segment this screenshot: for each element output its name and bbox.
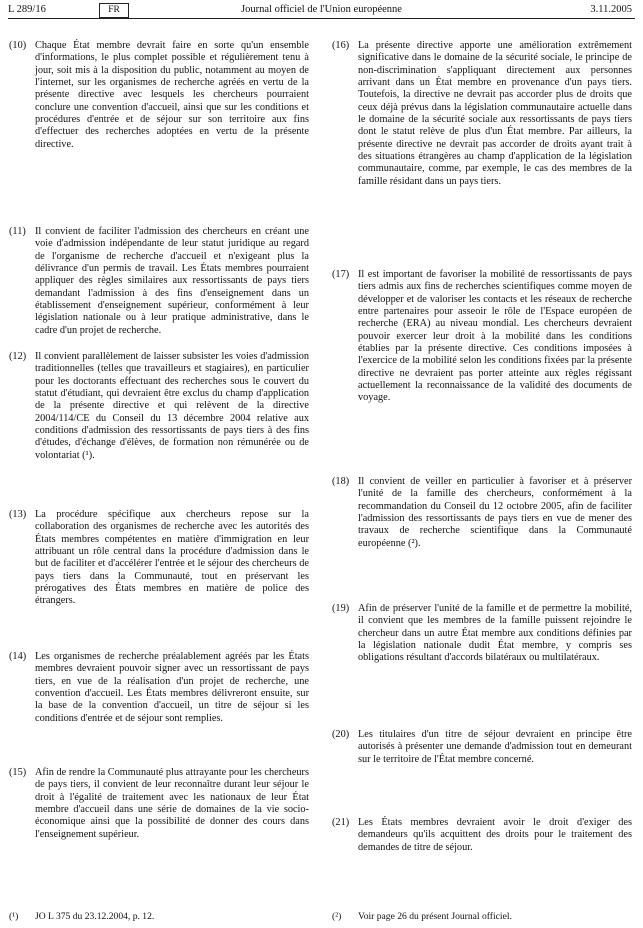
recital-18 xyxy=(332,476,632,550)
recital-text: Les titulaires d'un titre de séjour devraient en principe être autorisés à présenter une demande d'admission tout en demeurant sur le territoire de l'État membre concerné. xyxy=(358,729,632,765)
recital-16 xyxy=(332,40,632,188)
footnote-number: (¹) xyxy=(9,911,19,922)
recital-number: (15) xyxy=(9,767,27,778)
recital-19 xyxy=(332,603,632,665)
recital-text: Il convient de faciliter l'admission des chercheurs en créant une voie d'admission indépendante de leur statut juridique au regard de l'organisme de recherche d'accueil et n'exigeant plus la délivrance d'un permis de travail. Les États membres pourraient appliquer des règles similaires aux ressortissants de pays tiers demandant l'admission à des fins d'enseignement dans un établissement d'enseignement supérieur, conformément à leur législation nationale ou à leur pratique administrative, dans le cadre d'un projet de recherche. xyxy=(35,226,309,336)
page-reference: L 289/16 xyxy=(8,4,46,15)
recital-12 xyxy=(9,351,309,462)
footnote-text: Voir page 26 du présent Journal officiel. xyxy=(358,911,512,922)
recital-number: (16) xyxy=(332,40,350,51)
recital-17 xyxy=(332,269,632,405)
recital-number: (11) xyxy=(9,226,26,237)
recital-number: (13) xyxy=(9,509,27,520)
recital-14 xyxy=(9,651,309,725)
recital-10 xyxy=(9,40,309,151)
recital-number: (18) xyxy=(332,476,350,487)
recital-text: La procédure spécifique aux chercheurs repose sur la collaboration des organismes de recherche avec les autorités des États membres compétentes en matière d'immigration en leur attribuant un rôle central dans la procédure d'admission dans le but de faciliter et d'accélérer l'entrée et le séjour des chercheurs de pays tiers dans la Communauté, tout en préservant les prérogatives des États membres en matière de police des étrangers. xyxy=(35,509,309,607)
recital-11 xyxy=(9,226,309,337)
footnote-number: (²) xyxy=(332,911,342,922)
recital-13 xyxy=(9,509,309,608)
recital-number: (21) xyxy=(332,817,350,828)
recital-text: Il convient parallèlement de laisser subsister les voies d'admission traditionnelles (telles que travailleurs et stagiaires), en particulier pour les doctorants effectuant des recherches sous le couvert du statut d'étudiant, qui devraient être exclus du champ d'application de la présente directive et qui relèvent de la directive 2004/114/CE du Conseil du 13 décembre 2004 relative aux conditions d'admission des ressortissants de pays tiers à des fins d'études, d'échange d'élèves, de formation non rémunérée ou de volontariat (¹). xyxy=(35,351,309,461)
recital-text: Chaque État membre devrait faire en sorte qu'un ensemble d'informations, le plus complet possible et régulièrement tenu à jour, soit mis à la disposition du public, notamment au moyen de l'internet, sur les organismes de recherche agréés en vertu de la présente directive avec lesquels les chercheurs pourraient conclure une convention d'accueil, ainsi que sur les conditions et procédures d'entrée et de séjour sur son territoire aux fins d'effectuer des recherches adoptées en vertu de la présente directive. xyxy=(35,40,309,150)
footnote-1 xyxy=(9,911,154,922)
recital-number: (10) xyxy=(9,40,27,51)
recital-number: (20) xyxy=(332,729,350,740)
header-rule xyxy=(8,18,635,19)
publication-date: 3.11.2005 xyxy=(590,4,632,15)
footnote-text: JO L 375 du 23.12.2004, p. 12. xyxy=(35,911,155,922)
recital-text: Il est important de favoriser la mobilité de ressortissants de pays tiers admis aux fins de recherches scientifiques comme moyen de développer et de valoriser les contacts et les réseaux de recherche entre partenaires pour asseoir le rôle de l'Espace européen de recherche (ERA) au niveau mondial. Les chercheurs devraient pouvoir exercer leur droit à la mobilité dans les conditions établies par la présente directive. Ces conditions imposées à l'exercice de la mobilité selon les conditions fixées par la présente directive ne devraient pas porter atteinte aux règles régissant actuellement la reconnaissance de la validité des documents de voyage. xyxy=(358,269,632,404)
recital-15 xyxy=(9,767,309,841)
recital-text: Afin de rendre la Communauté plus attrayante pour les chercheurs de pays tiers, il convient de leur reconnaître durant leur séjour le droit à l'égalité de traitement avec les nationaux de leur État membre d'accueil dans une série de domaines de la vie socio-économique ainsi que la possibilité de donner des cours dans l'enseignement supérieur. xyxy=(35,767,309,840)
recital-text: Afin de préserver l'unité de la famille et de permettre la mobilité, il convient que les membres de la famille puissent rejoindre le chercheur dans un autre État membre aux conditions définies par la législation nationale dudit État membre, y compris ses obligations résultant d'accords bilatéraux ou multilatéraux. xyxy=(358,603,632,664)
journal-title: Journal officiel de l'Union européenne xyxy=(241,4,402,15)
recital-20 xyxy=(332,729,632,766)
recital-text: Il convient de veiller en particulier à favoriser et à préserver l'unité de la famille des chercheurs, conformément à la recommandation du Conseil du 12 octobre 2005, afin de faciliter l'admission des ressortissants de pays tiers en vue de mener des travaux de recherche scientifique dans la Communauté européenne (²). xyxy=(358,476,632,549)
recital-text: Les États membres devraient avoir le droit d'exiger des demandeurs qu'ils acquittent des droits pour le traitement des demandes de titre de séjour. xyxy=(358,817,632,853)
recital-text: Les organismes de recherche préalablement agréés par les États membres devraient pouvoir signer avec un ressortissant de pays tiers, en vue de la réalisation d'un projet de recherche, une convention d'accueil. Les États membres délivreront ensuite, sur la base de la convention d'accueil, un titre de séjour si les conditions d'entrée et de séjour sont remplies. xyxy=(35,651,309,724)
language-badge: FR xyxy=(99,3,129,18)
page-header xyxy=(8,3,635,19)
recital-number: (17) xyxy=(332,269,350,280)
recital-text: La présente directive apporte une amélioration extrêmement significative dans le domaine de la sécurité sociale, le principe de non-discrimination s'appliquant directement aux personnes arrivant dans un État membre en provenance d'un pays tiers. Toutefois, la directive ne devrait pas accorder plus de droits que ceux déjà prévus dans la législation communautaire actuelle dans le domaine de la sécurité sociale aux ressortissants de pays tiers dont le statut relève de plus d'un État membre. Par ailleurs, la présente directive ne devrait pas accorder de droits ayant trait à des situations étrangères au champ d'application de la législation communautaire, comme, par exemple, le cas des membres de la famille résidant dans un pays tiers. xyxy=(358,40,632,187)
recital-number: (14) xyxy=(9,651,27,662)
recital-number: (12) xyxy=(9,351,27,362)
footnote-2 xyxy=(332,911,512,922)
recital-21 xyxy=(332,817,632,854)
recital-number: (19) xyxy=(332,603,350,614)
